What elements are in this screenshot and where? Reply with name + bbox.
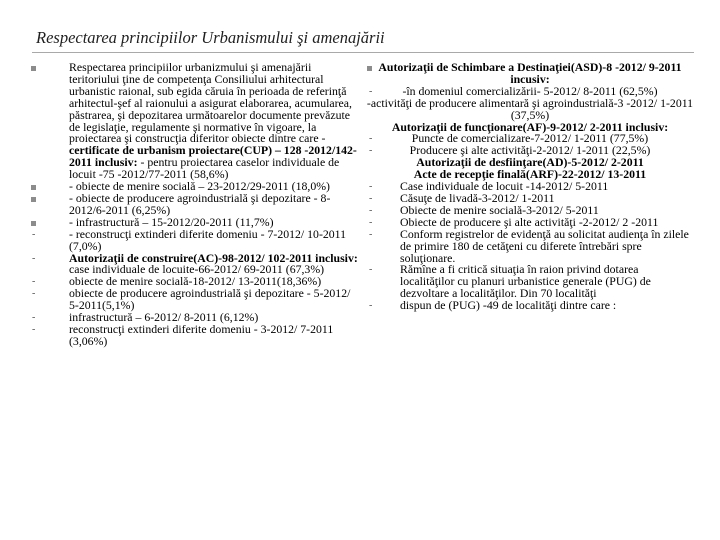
- item-text: obiecte de menire socială-18-2012/ 13-2011(18,36%): [69, 274, 322, 289]
- item-text: Case individuale de locuit -14-2012/ 5-2011: [400, 179, 609, 194]
- item-text: Puncte de comercializare-7-2012/ 1-2011 (77,5%): [411, 131, 649, 146]
- item-text: Obiecte de menire socială-3-2012/ 5-2011: [400, 202, 599, 217]
- item-text: - obiecte de menire socială – 23-2012/29-2011 (18,0%): [69, 179, 330, 194]
- item-text: dispun de (PUG) -49 de localităţi dintre care :: [400, 298, 617, 313]
- page-title: Respectarea principiilor Urbanismului şi amenajării: [36, 28, 385, 47]
- item-text-after: case individuale de locuite-66-2012/ 69-2011 (67,3%): [69, 262, 325, 277]
- square-bullet-icon: [31, 185, 36, 190]
- square-bullet-icon: [31, 66, 36, 71]
- right-item: [366, 95, 694, 122]
- item-text: Obiecte de producere şi alte activităţi -2-2012/ 2 -2011: [400, 214, 659, 229]
- square-bullet-icon: [31, 221, 36, 226]
- dash-bullet-icon: -: [32, 228, 36, 240]
- title-divider: [32, 52, 694, 53]
- item-bold-text: Autorizaţii de funcţionare(AF)-9-2012/ 2-2011 inclusiv:: [391, 119, 669, 134]
- left-item: [30, 226, 358, 253]
- item-text: Conform registrelor de evidenţă au solicitat audienţa în zilele de primire 180 de cetăţeni cu diferete întrebări spre soluţionare.: [400, 226, 689, 265]
- item-text: - infrastructură – 15-2012/20-2011 (11,7%): [69, 214, 274, 229]
- item-text: - obiecte de producere agroindustrială şi depozitare - 8-2012/6-2011 (6,25%): [69, 190, 331, 217]
- dash-bullet-icon: -: [369, 192, 373, 204]
- dash-bullet-icon: -: [369, 228, 373, 240]
- item-bold-text: Autorizaţii de desfiinţare(AD)-5-2012/ 2-2011: [416, 155, 644, 170]
- item-text: -activităţi de producere alimentară şi agroindustrială-3 -2012/ 1-2011 (37,5%): [366, 95, 694, 122]
- left-item: [30, 250, 358, 277]
- dash-bullet-icon: -: [32, 312, 36, 324]
- left-item: [30, 288, 358, 312]
- dash-bullet-icon: -: [32, 252, 36, 264]
- right-item: [366, 226, 694, 265]
- item-text: Respectarea principiilor urbanizmului şi amenajării teritoriului ţine de competenţa Consiliului arhitectural urbanistic raional, sub egida căruia în perioada de referinţă arhitectul-şef al raionului a asigurat elaborarea, acumularea, păstrarea, şi depozitarea următoarelor documente prevăzute de legislaţie, regulamente şi normative în vigoare, la proiectarea şi construcţia diferitor obiecte dintre care -: [69, 60, 352, 146]
- left-item: [30, 62, 358, 181]
- dash-bullet-icon: -: [369, 264, 373, 276]
- item-text: -în domeniul comercializării- 5-2012/ 8-2011 (62,5%): [402, 83, 658, 98]
- square-bullet-icon: [367, 66, 372, 71]
- dash-bullet-icon: -: [369, 181, 373, 193]
- item-text: reconstrucţi extinderi diferite domeniu - 3-2012/ 7-2011 (3,06%): [69, 321, 334, 348]
- right-item: [366, 62, 694, 86]
- item-text-after: - pentru proiectarea caselor individuale de locuit -75 -2012/77-2011 (58,6%): [69, 155, 340, 182]
- dash-bullet-icon: -: [369, 300, 373, 312]
- item-text: - reconstrucţi extinderi diferite domeniu - 7-2012/ 10-2011 (7,0%): [69, 226, 347, 253]
- item-text: Căsuţe de livadă-3-2012/ 1-2011: [400, 190, 555, 205]
- dash-bullet-icon: -: [32, 288, 36, 300]
- dash-bullet-icon: -: [369, 85, 373, 97]
- item-text: Producere şi alte activităţi-2-2012/ 1-2011 (22,5%): [409, 143, 651, 158]
- dash-bullet-icon: -: [32, 276, 36, 288]
- dash-bullet-icon: -: [369, 204, 373, 216]
- item-bold-text: Autorizaţii de construire(AC)-98-2012/ 102-2011 inclusiv:: [69, 250, 358, 265]
- left-column: [30, 62, 358, 348]
- right-column: [366, 62, 694, 312]
- right-item: [366, 264, 694, 300]
- right-item: [366, 300, 694, 312]
- dash-bullet-icon: -: [32, 323, 36, 335]
- dash-bullet-icon: -: [369, 133, 373, 145]
- item-text: Rămîne a fi critică situaţia în raion privind dotarea localităţilor cu planuri urbanistice generale (PUG) de dezvoltare a localităţilor. Din 70 localităţi: [400, 262, 651, 301]
- item-text: obiecte de producere agroindustrială şi depozitare - 5-2012/ 5-2011(5,1%): [69, 286, 351, 313]
- left-item: [30, 321, 358, 348]
- dash-bullet-icon: -: [369, 216, 373, 228]
- square-bullet-icon: [31, 197, 36, 202]
- item-bold-text: Autorizaţii de Schimbare a Destinaţiei(ASD)-8 -2012/ 9-2011 incusiv:: [378, 60, 682, 86]
- item-bold-text: certificate de urbanism proiectare(CUP) – 128 -2012/142-2011 inclusiv:: [69, 143, 357, 170]
- item-bold-text: Acte de recepţie finală(ARF)-22-2012/ 13-2011: [413, 167, 647, 182]
- left-item: [30, 190, 358, 217]
- dash-bullet-icon: -: [369, 145, 373, 157]
- item-text: infrastructură – 6-2012/ 8-2011 (6,12%): [69, 310, 259, 325]
